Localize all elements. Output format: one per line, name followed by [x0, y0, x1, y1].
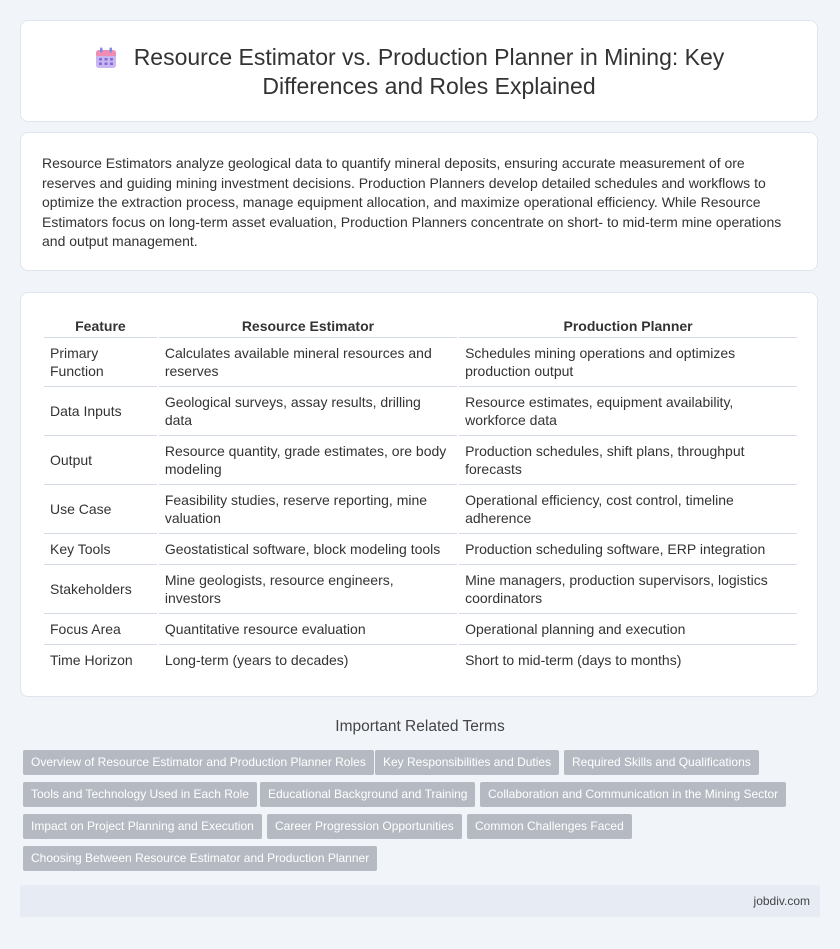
resource-estimator-cell: Long-term (years to decades): [164, 652, 349, 668]
related-term-tag[interactable]: Collaboration and Communication in the Mining Sector: [480, 782, 786, 807]
table-row: [44, 614, 797, 645]
table-row: [44, 387, 797, 436]
table-row: [44, 565, 797, 614]
related-term-tag[interactable]: Key Responsibilities and Duties: [375, 750, 559, 775]
table-row: [44, 534, 797, 565]
feature-cell: Key Tools: [44, 534, 157, 565]
table-row: [44, 485, 797, 534]
resource-estimator-cell: Feasibility studies, reserve reporting, mine valuation: [159, 485, 457, 534]
related-terms-heading: Important Related Terms: [335, 718, 505, 735]
related-term-tag[interactable]: Choosing Between Resource Estimator and Production Planner: [23, 846, 377, 871]
intro-text: Resource Estimators analyze geological data to quantify mineral deposits, ensuring accurate measurement of ore reserves and guiding mining investment decisions. Production Planners develop detailed schedules and workflows to optimize the extraction process, manage equipment allocation, and maximize operational efficiency. While Resource Estimators focus on long-term asset evaluation, Production Planners concentrate on short- to mid-term mine operations and output management.: [42, 155, 782, 249]
resource-estimator-cell: Quantitative resource evaluation: [159, 614, 457, 645]
comparison-card: [20, 292, 818, 697]
production-planner-cell: Operational efficiency, cost control, timeline adherence: [459, 485, 797, 534]
production-planner-cell: Operational planning and execution: [459, 614, 797, 645]
table-row: [44, 338, 797, 387]
feature-cell: Data Inputs: [44, 387, 157, 436]
feature-cell: Use Case: [44, 485, 157, 534]
column-header-production-planner: Production Planner: [459, 315, 797, 338]
related-term-tag[interactable]: Tools and Technology Used in Each Role: [23, 782, 257, 807]
table-row: [44, 436, 797, 485]
feature-cell: Primary Function: [44, 338, 157, 387]
comparison-table: [42, 315, 799, 675]
resource-estimator-cell: Calculates available mineral resources and reserves: [159, 338, 457, 387]
footer-bar: [20, 885, 820, 917]
related-term-tag[interactable]: Career Progression Opportunities: [267, 814, 462, 839]
resource-estimator-cell: Resource quantity, grade estimates, ore body modeling: [159, 436, 457, 485]
resource-estimator-cell: Geological surveys, assay results, drilling data: [159, 387, 457, 436]
production-planner-cell: Schedules mining operations and optimizes production output: [459, 338, 797, 387]
related-term-tag[interactable]: Overview of Resource Estimator and Production Planner Roles: [23, 750, 374, 775]
related-term-tag[interactable]: Common Challenges Faced: [467, 814, 632, 839]
related-term-tag[interactable]: Impact on Project Planning and Execution: [23, 814, 262, 839]
production-planner-cell: Production schedules, shift plans, throughput forecasts: [459, 436, 797, 485]
footer-site-link[interactable]: jobdiv.com: [753, 894, 810, 908]
intro-card: [20, 132, 818, 271]
column-header-feature: Feature: [44, 315, 157, 338]
resource-estimator-cell: Geostatistical software, block modeling tools: [159, 534, 457, 565]
column-header-resource-estimator: Resource Estimator: [159, 315, 457, 338]
feature-cell: Time Horizon: [50, 652, 133, 668]
related-term-tag[interactable]: Required Skills and Qualifications: [564, 750, 759, 775]
table-row: [44, 645, 797, 675]
resource-estimator-cell: Mine geologists, resource engineers, investors: [159, 565, 457, 614]
feature-cell: Stakeholders: [44, 565, 157, 614]
production-planner-cell: Resource estimates, equipment availability, workforce data: [459, 387, 797, 436]
related-term-tag[interactable]: Educational Background and Training: [260, 782, 475, 807]
title-card: [20, 20, 818, 122]
production-planner-cell: Mine managers, production supervisors, logistics coordinators: [459, 565, 797, 614]
feature-cell: Focus Area: [44, 614, 157, 645]
feature-cell: Output: [44, 436, 157, 485]
production-planner-cell: Production scheduling software, ERP integration: [459, 534, 797, 565]
page-title: Resource Estimator vs. Production Planner in Mining: Key Differences and Roles Explained: [133, 44, 725, 99]
production-planner-cell: Short to mid-term (days to months): [465, 652, 682, 668]
